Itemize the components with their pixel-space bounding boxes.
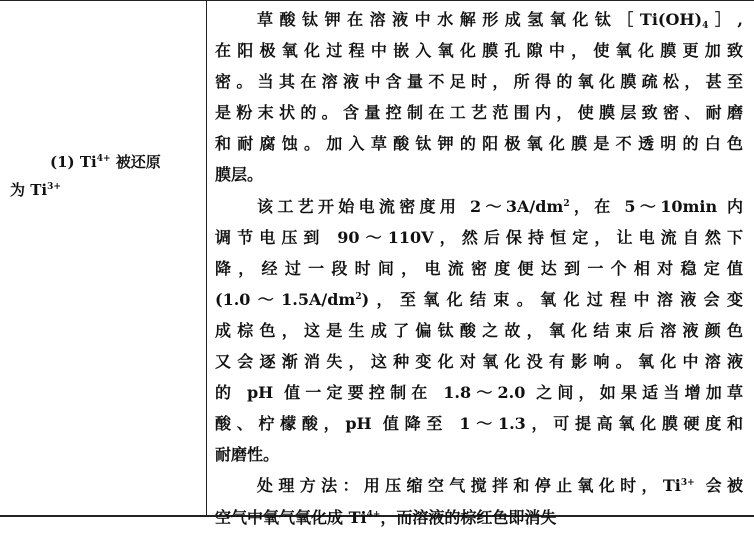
column-divider	[206, 0, 207, 516]
cause-line-2	[10, 176, 202, 204]
p3-line-1	[215, 470, 743, 501]
p2-line-4-b: )，至氧化结束。氧化过程中溶液会变	[361, 289, 743, 309]
p2-line-1-b: ，在 5～10min 内	[569, 196, 743, 216]
p3-line-1-sup: 3+	[680, 478, 695, 489]
p2-line-4-a: (1.0～1.5A/dm	[215, 289, 356, 309]
p3-line-2-a: 空气中氧气氧化成 Ti	[215, 507, 367, 527]
p3-line-1-b: 会被	[694, 476, 743, 496]
p2-line-6: 又会逐渐消失，这种变化对氧化没有影响。氧化中溶液	[215, 352, 743, 372]
p2-line-1-a: 该工艺开始电流密度用 2～3A/dm	[257, 196, 564, 216]
p2-line-1	[215, 191, 743, 222]
p1-line-5: 和耐腐蚀。加入草酸钛钾的阳极氧化膜是不透明的白色	[215, 134, 743, 154]
p2-line-8: 酸、柠檬酸，pH 值降至 1～1.3，可提高氧化膜硬度和	[215, 414, 743, 434]
cause-line-1-sup: 4+	[96, 154, 111, 164]
cause-line-1	[10, 148, 202, 176]
p2-line-4-sup: 2	[355, 291, 362, 302]
p3-line-2-sup: 4+	[366, 509, 381, 520]
cause-line-2-prefix: 为 Ti	[10, 181, 48, 199]
p1-line-6: 膜层。	[215, 165, 264, 185]
p2-line-3: 降，经过一段时间，电流密度便达到一个相对稳定值	[215, 258, 743, 278]
p1-line-4: 是粉末状的。含量控制在工艺范围内，使膜层致密、耐磨	[215, 103, 743, 123]
p1-line-1	[215, 4, 743, 35]
p2-line-4	[215, 284, 743, 315]
p1-line-1-sub: 4	[702, 21, 709, 31]
p2-line-7: 的 pH 值一定要控制在 1.8～2.0 之间，如果适当增加草	[215, 383, 743, 403]
p1-line-1-b: ］,	[708, 10, 743, 29]
p2-line-1-sup: 2	[563, 198, 570, 209]
cause-cell	[0, 0, 206, 516]
cause-line-2-sup: 3+	[47, 182, 61, 192]
cause-text	[10, 148, 202, 204]
p2-line-2: 调节电压到 90～110V，然后保持恒定，让电流自然下	[215, 227, 743, 247]
p3-line-2	[215, 502, 743, 533]
p2-line-9: 耐磨性。	[215, 445, 280, 465]
p1-line-1-a: 草酸钛钾在溶液中水解形成氢氧化钛［Ti(OH)	[257, 10, 703, 29]
explanation-cell	[215, 4, 743, 533]
p1-line-2: 在阳极氧化过程中嵌入氧化膜孔隙中，使氧化膜更加致	[215, 41, 743, 61]
p3-line-2-b: ，而溶液的棕红色即消失	[380, 507, 557, 527]
p2-line-5: 成棕色，这是生成了偏钛酸之故，氧化结束后溶液颜色	[215, 320, 743, 340]
p3-line-1-a: 处理方法：用压缩空气搅拌和停止氧化时，Ti	[257, 476, 681, 496]
cause-line-1-prefix: (1) Ti	[50, 153, 97, 171]
p1-line-3: 密。当其在溶液中含量不足时，所得的氧化膜疏松，甚至	[215, 72, 743, 92]
cause-line-1-suffix: 被还原	[110, 153, 161, 171]
